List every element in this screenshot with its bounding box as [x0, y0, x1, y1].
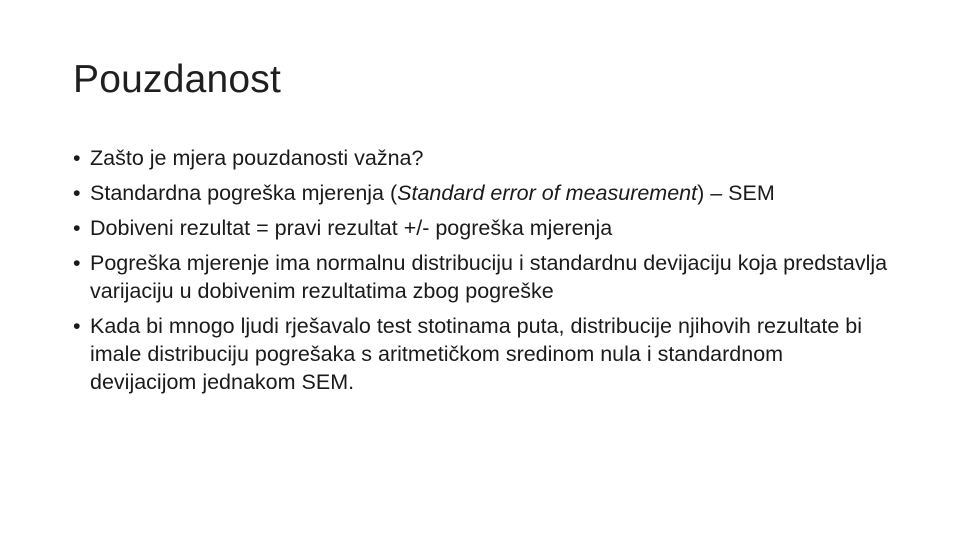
bullet-text: Kada bi mnogo ljudi rješavalo test stotinama puta, distribucije njihovih rezultate bi imale distribuciju pogrešaka s aritmetičkom sredinom nula i standardnom devijacijom jednakom SEM.	[90, 314, 863, 394]
slide-title: Pouzdanost	[73, 58, 281, 101]
bullet-dot: •	[73, 146, 81, 170]
bullet-list	[73, 144, 888, 403]
bullet-item	[73, 179, 888, 207]
bullet-text-end: ) – SEM	[697, 181, 775, 205]
bullet-dot: •	[73, 216, 81, 240]
bullet-text: Pogreška mjerenje ima normalnu distribuciju i standardnu devijaciju koja predstavlja varijaciju u dobivenim rezultatima zbog pogreške	[90, 251, 888, 303]
bullet-text: Zašto je mjera pouzdanosti važna?	[90, 146, 424, 170]
bullet-item	[73, 312, 888, 396]
bullet-item	[73, 144, 888, 172]
bullet-text-start: Standardna pogreška mjerenja (	[90, 181, 398, 205]
bullet-text-italic: Standard error of measurement	[397, 181, 698, 205]
bullet-text: Dobiveni rezultat = pravi rezultat +/- pogreška mjerenja	[90, 216, 613, 240]
bullet-dot: •	[73, 181, 81, 205]
bullet-dot: •	[73, 314, 81, 338]
bullet-item	[73, 214, 888, 242]
bullet-dot: •	[73, 251, 81, 275]
bullet-item	[73, 249, 888, 305]
